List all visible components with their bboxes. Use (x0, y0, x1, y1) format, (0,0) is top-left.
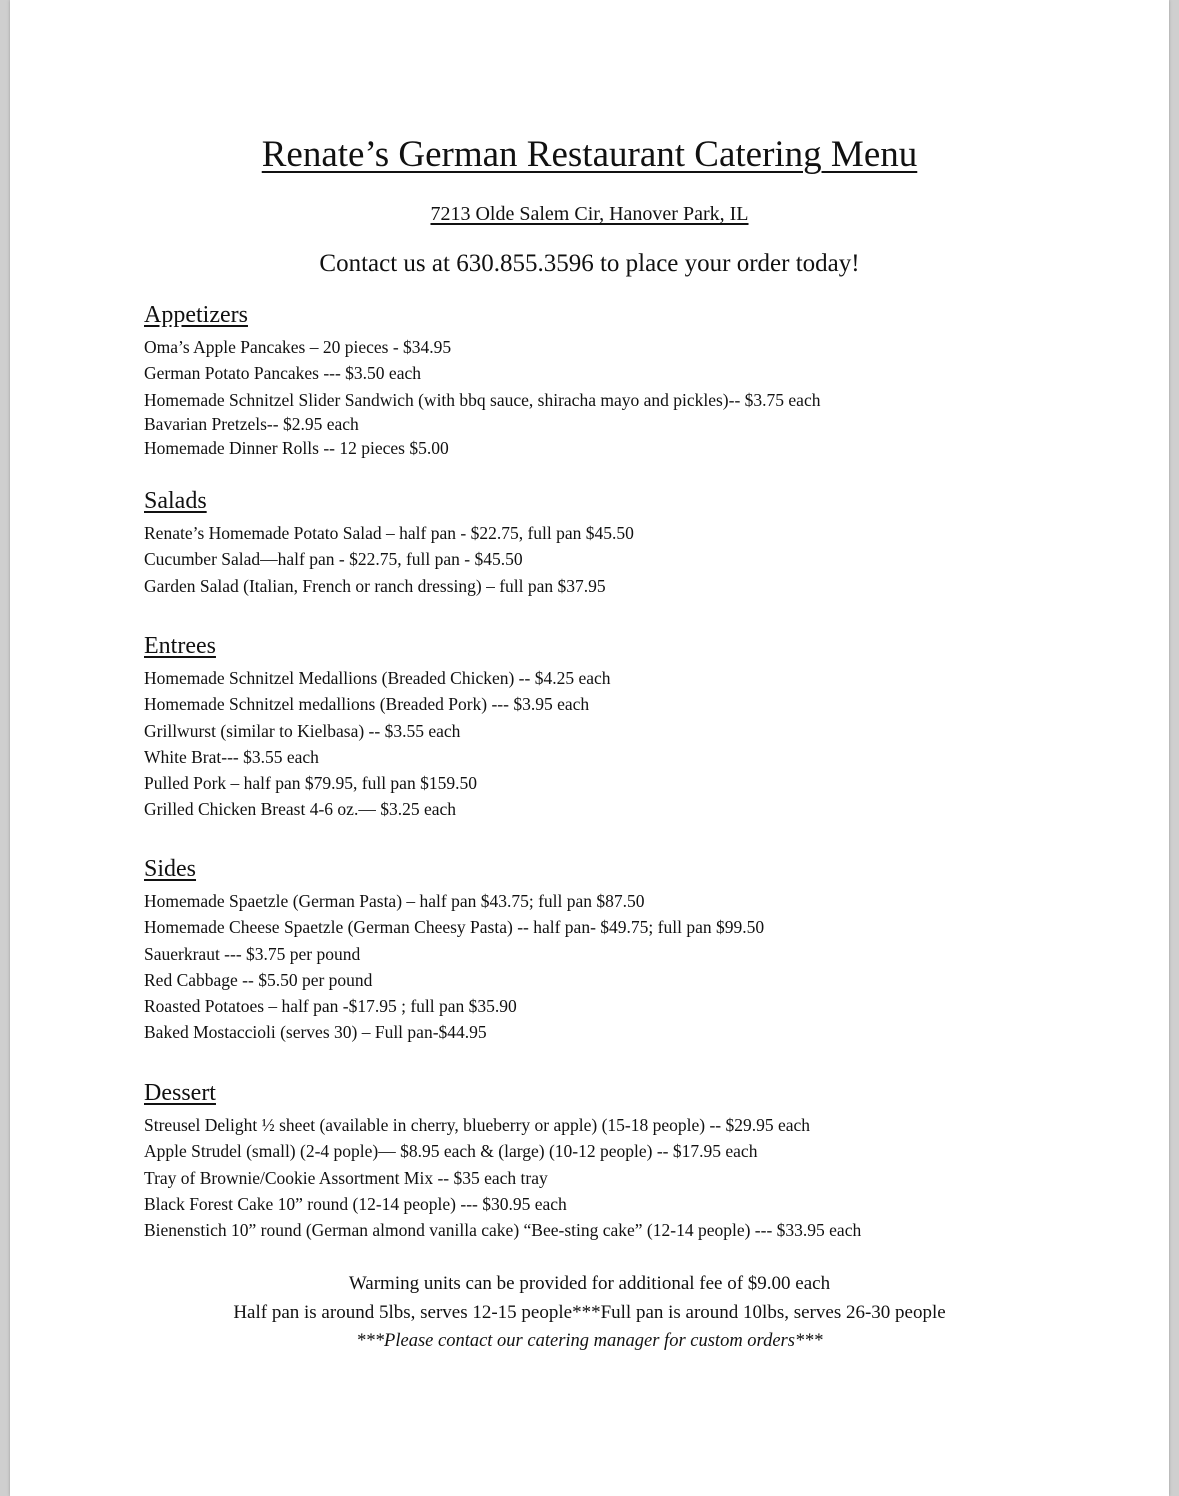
menu-item: Homemade Schnitzel Medallions (Breaded Chicken) -- $4.25 each (144, 668, 611, 688)
menu-item: Roasted Potatoes – half pan -$17.95 ; full pan $35.90 (144, 996, 517, 1017)
menu-item: Pulled Pork – half pan $79.95, full pan $159.50 (144, 773, 477, 794)
section-heading: Entrees (144, 633, 216, 659)
menu-item: Apple Strudel (small) (2-4 pople)— $8.95 each & (large) (10-12 people) -- $17.95 each (144, 1141, 758, 1162)
menu-item: Tray of Brownie/Cookie Assortment Mix -- $35 each tray (144, 1167, 548, 1188)
custom-orders-note: ***Please contact our catering manager for custom orders*** (356, 1331, 823, 1351)
page-title: Renate’s German Restaurant Catering Menu (261, 134, 918, 175)
menu-item: Homemade Cheese Spaetzle (German Cheesy Pasta) -- half pan- $49.75; full pan $99.50 (144, 917, 765, 938)
restaurant-address: 7213 Olde Salem Cir, Hanover Park, IL (430, 203, 749, 225)
menu-item: Homemade Spaetzle (German Pasta) – half pan $43.75; full pan $87.50 (144, 891, 645, 911)
menu-item: Oma’s Apple Pancakes – 20 pieces - $34.95 (144, 337, 452, 357)
menu-item: Renate’s Homemade Potato Salad – half pan - $22.75, full pan $45.50 (144, 523, 634, 543)
menu-item: Homemade Dinner Rolls -- 12 pieces $5.00 (144, 437, 449, 458)
menu-item: Bavarian Pretzels-- $2.95 each (144, 413, 359, 434)
pan-size-note: Half pan is around 5lbs, serves 12-15 people***Full pan is around 10lbs, serves 26-30 people (233, 1301, 946, 1323)
section-dessert (144, 1078, 1144, 1243)
menu-item: Red Cabbage -- $5.50 per pound (144, 969, 373, 990)
menu-item: Streusel Delight ½ sheet (available in cherry, blueberry or apple) (15-18 people) -- $29.95 each (144, 1115, 811, 1135)
section-heading: Sides (144, 856, 197, 882)
menu-item: Homemade Schnitzel medallions (Breaded Pork) --- $3.95 each (144, 694, 590, 715)
section-sides (144, 854, 1144, 1046)
menu-item: Cucumber Salad—half pan - $22.75, full pan - $45.50 (144, 549, 523, 570)
contact-line: Contact us at 630.855.3596 to place your order today! (319, 250, 860, 277)
warming-note: Warming units can be provided for additional fee of $9.00 each (348, 1273, 831, 1294)
section-salads (144, 486, 1144, 599)
footer-notes (10, 1270, 1169, 1356)
section-heading: Salads (144, 488, 207, 514)
section-heading: Dessert (144, 1080, 216, 1106)
menu-item: Homemade Schnitzel Slider Sandwich (with bbq sauce, shiracha mayo and pickles)-- $3.75 each (144, 389, 821, 410)
menu-page (10, 0, 1169, 1496)
section-entrees (144, 631, 1144, 823)
menu-item: Grilled Chicken Breast 4-6 oz.— $3.25 each (144, 799, 456, 820)
menu-item: White Brat--- $3.55 each (144, 746, 319, 767)
menu-item: Sauerkraut --- $3.75 per pound (144, 943, 361, 964)
menu-item: Bienenstich 10” round (German almond vanilla cake) “Bee-sting cake” (12-14 people) --- $33.95 each (144, 1220, 862, 1241)
section-appetizers (144, 300, 1144, 461)
menu-item: Grillwurst (similar to Kielbasa) -- $3.55 each (144, 720, 461, 741)
section-heading: Appetizers (144, 302, 248, 328)
menu-item: Black Forest Cake 10” round (12-14 people) --- $30.95 each (144, 1193, 567, 1214)
menu-item: Baked Mostaccioli (serves 30) – Full pan-$44.95 (144, 1022, 487, 1043)
menu-item: Garden Salad (Italian, French or ranch dressing) – full pan $37.95 (144, 575, 606, 596)
menu-item: German Potato Pancakes --- $3.50 each (144, 363, 421, 384)
